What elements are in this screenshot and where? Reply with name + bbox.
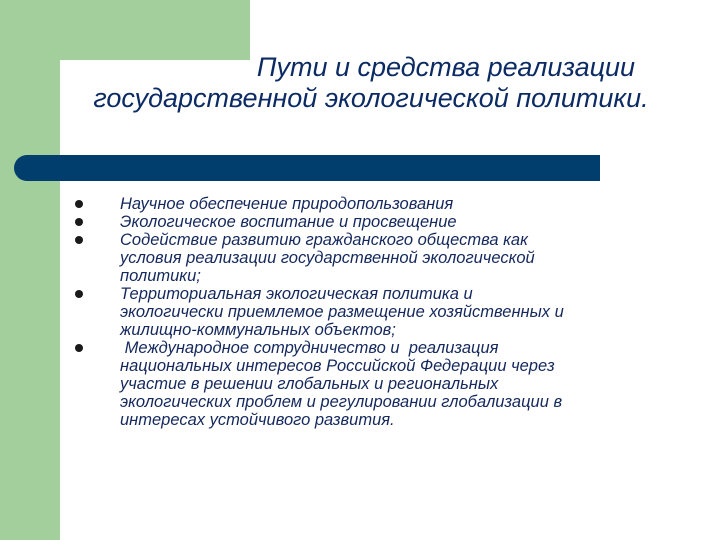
list-item [70,231,670,285]
slide-title-line-1: Пути и средства реализации [256,52,636,82]
list-item-text-line: интересах устойчивого развития. [120,411,395,429]
list-item [70,285,670,339]
list-item-text-line: жилищно-коммунальных объектов; [120,321,396,339]
list-item-text-line: политики; [120,267,201,285]
list-item-text-line: национальных интересов Российской Федерации через [120,357,555,375]
bullet-dot-icon [75,200,83,208]
list-item-text-line: Содействие развитию гражданского общества как [120,231,528,249]
list-item-text-line: Международное сотрудничество и реализация [120,339,499,357]
list-item-text-line: условия реализации государственной экологической [120,249,535,267]
list-item-text-line: Территориальная экологическая политика и [120,285,473,303]
list-item-text-line: экологических проблем и регулировании глобализации в [120,393,563,411]
bullet-list [70,195,670,429]
bullet-dot-icon [75,290,83,298]
slide-title-line-2: государственной экологической политики. [93,83,649,113]
bullet-dot-icon [75,236,83,244]
slide-title [66,52,676,114]
decorative-green-sidebar [0,0,60,540]
title-divider-bar [14,155,600,181]
bullet-dot-icon [75,218,83,226]
bullet-dot-icon [75,344,83,352]
list-item-text-line: Научное обеспечение природопользования [120,195,454,213]
list-item-text-line: Экологическое воспитание и просвещение [120,213,457,231]
list-item [70,195,670,213]
list-item-text-line: экологически приемлемое размещение хозяйственных и [120,303,564,321]
decorative-green-top-block [0,0,250,60]
list-item [70,213,670,231]
list-item-text-line: участие в решении глобальных и региональных [120,375,499,393]
list-item [70,339,670,429]
